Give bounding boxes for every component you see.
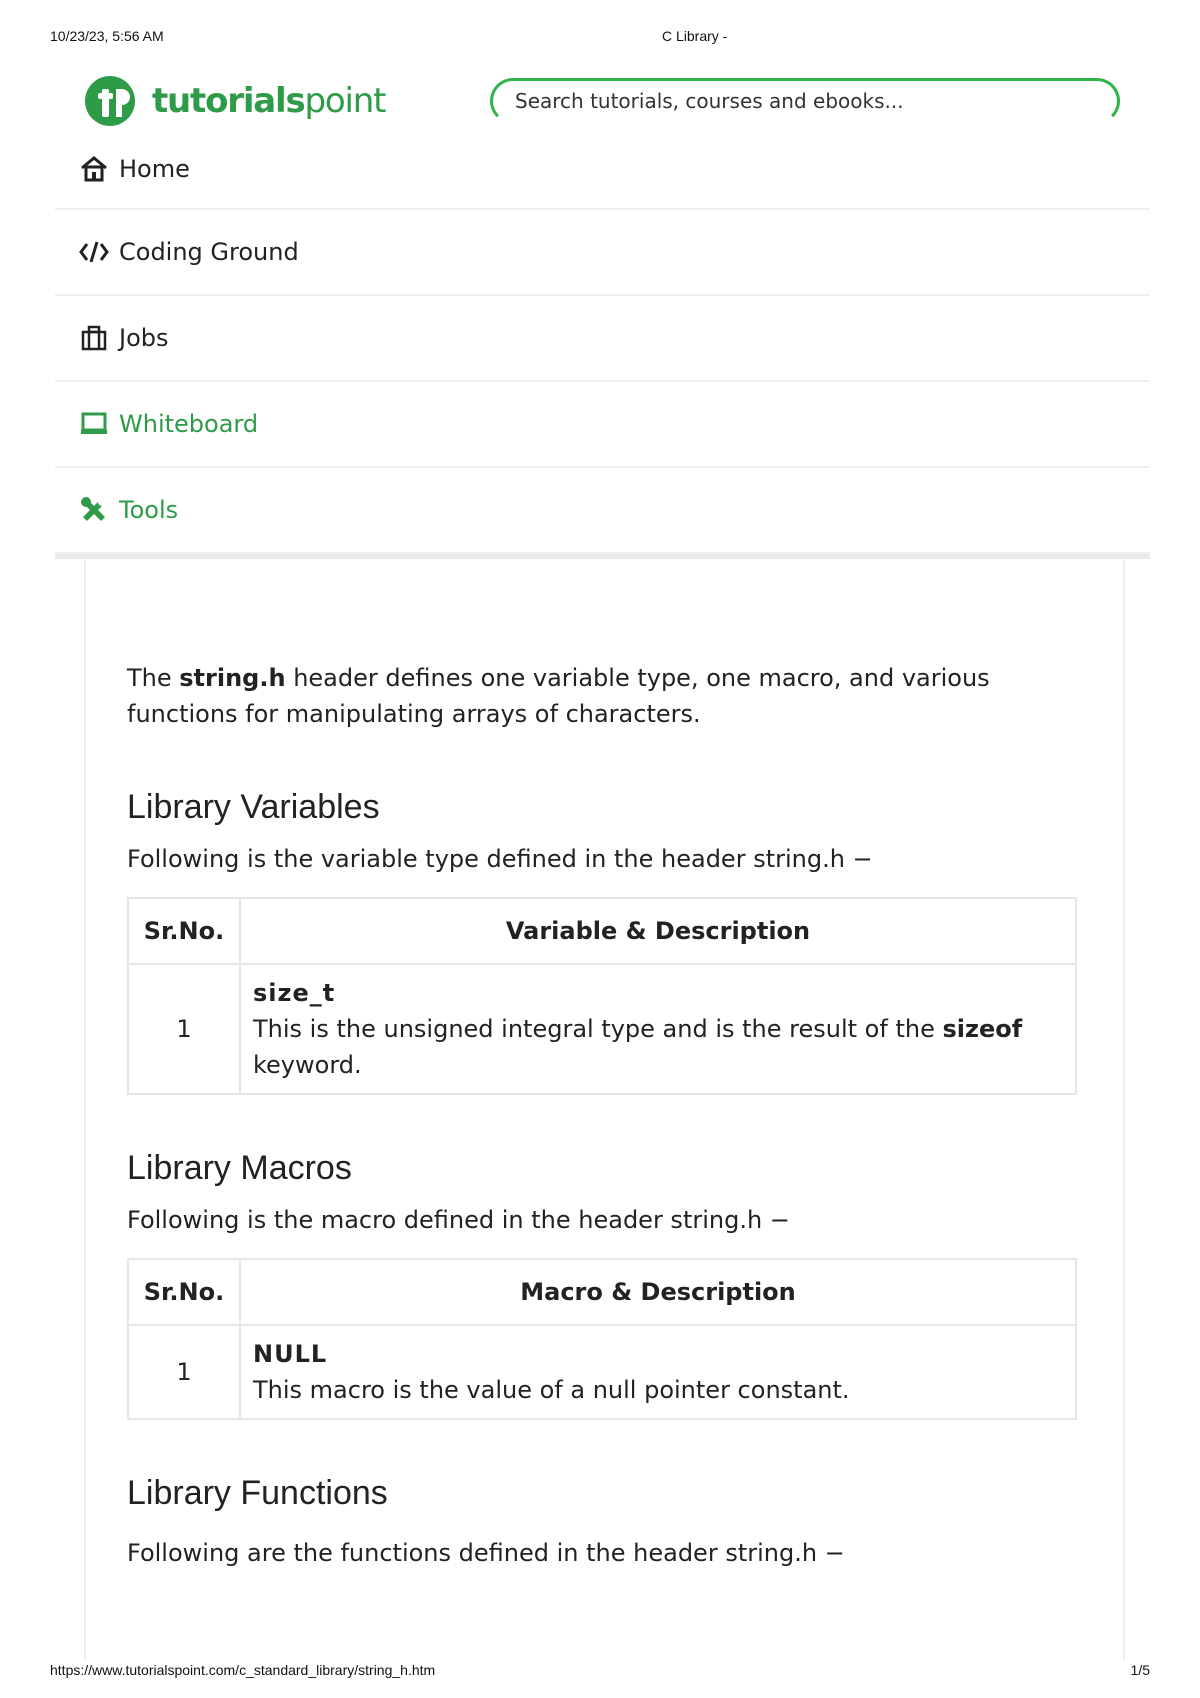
row-description: size_t This is the unsigned integral type and is the result of the sizeof keyword. — [240, 964, 1076, 1094]
row-description: NULL This macro is the value of a null pointer constant. — [240, 1325, 1076, 1419]
nav-item-tools[interactable] — [55, 468, 1150, 554]
variable-name: size_t — [253, 979, 336, 1007]
nav-label-jobs: Jobs — [119, 324, 169, 352]
print-footer — [50, 1662, 1150, 1682]
variables-table — [127, 897, 1077, 1095]
table-header: Variable & Description — [240, 898, 1076, 964]
print-page-number: 1/5 — [1130, 1662, 1150, 1678]
nav-divider — [55, 554, 1150, 559]
table-header: Sr.No. — [128, 898, 240, 964]
macros-table — [127, 1258, 1077, 1420]
search-input[interactable] — [490, 78, 1120, 124]
macro-name: NULL — [253, 1340, 328, 1368]
print-title: C Library - — [662, 28, 728, 44]
article-content — [127, 660, 1077, 1571]
nav-label-home: Home — [119, 155, 190, 183]
table-header: Macro & Description — [240, 1259, 1076, 1325]
nav-label-coding-ground: Coding Ground — [119, 238, 299, 266]
whiteboard-icon — [79, 409, 109, 439]
print-date: 10/23/23, 5:56 AM — [50, 28, 164, 44]
variables-text: Following is the variable type defined in the header string.h − — [127, 845, 873, 873]
variables-heading: Library Variables — [127, 788, 380, 826]
logo-icon — [80, 75, 142, 127]
site-logo[interactable] — [80, 72, 385, 130]
table-row — [128, 1325, 1076, 1419]
row-number: 1 — [128, 1325, 240, 1419]
nav-label-whiteboard: Whiteboard — [119, 410, 259, 438]
code-icon — [79, 237, 109, 267]
functions-text: Following are the functions defined in the header string.h − — [127, 1539, 845, 1567]
nav-item-coding-ground[interactable] — [55, 210, 1150, 296]
print-url: https://www.tutorialspoint.com/c_standard_library/string_h.htm — [50, 1662, 436, 1678]
main-nav — [55, 130, 1150, 559]
nav-item-home[interactable] — [55, 130, 1150, 210]
home-icon — [79, 154, 109, 184]
row-number: 1 — [128, 964, 240, 1094]
macros-text: Following is the macro defined in the header string.h − — [127, 1206, 790, 1234]
intro-paragraph: The string.h header defines one variable type, one macro, and various functions for manipulating arrays of characters. — [127, 664, 990, 728]
briefcase-icon — [79, 323, 109, 353]
tools-icon — [79, 495, 109, 525]
functions-heading: Library Functions — [127, 1474, 388, 1512]
nav-item-jobs[interactable] — [55, 296, 1150, 382]
print-header — [50, 28, 1150, 48]
search-placeholder: Search tutorials, courses and ebooks... — [515, 89, 904, 113]
nav-item-whiteboard[interactable] — [55, 382, 1150, 468]
macros-heading: Library Macros — [127, 1149, 352, 1187]
table-header: Sr.No. — [128, 1259, 240, 1325]
table-row — [128, 964, 1076, 1094]
logo-wordmark: tutorialspoint — [152, 81, 386, 121]
nav-label-tools: Tools — [119, 496, 179, 524]
